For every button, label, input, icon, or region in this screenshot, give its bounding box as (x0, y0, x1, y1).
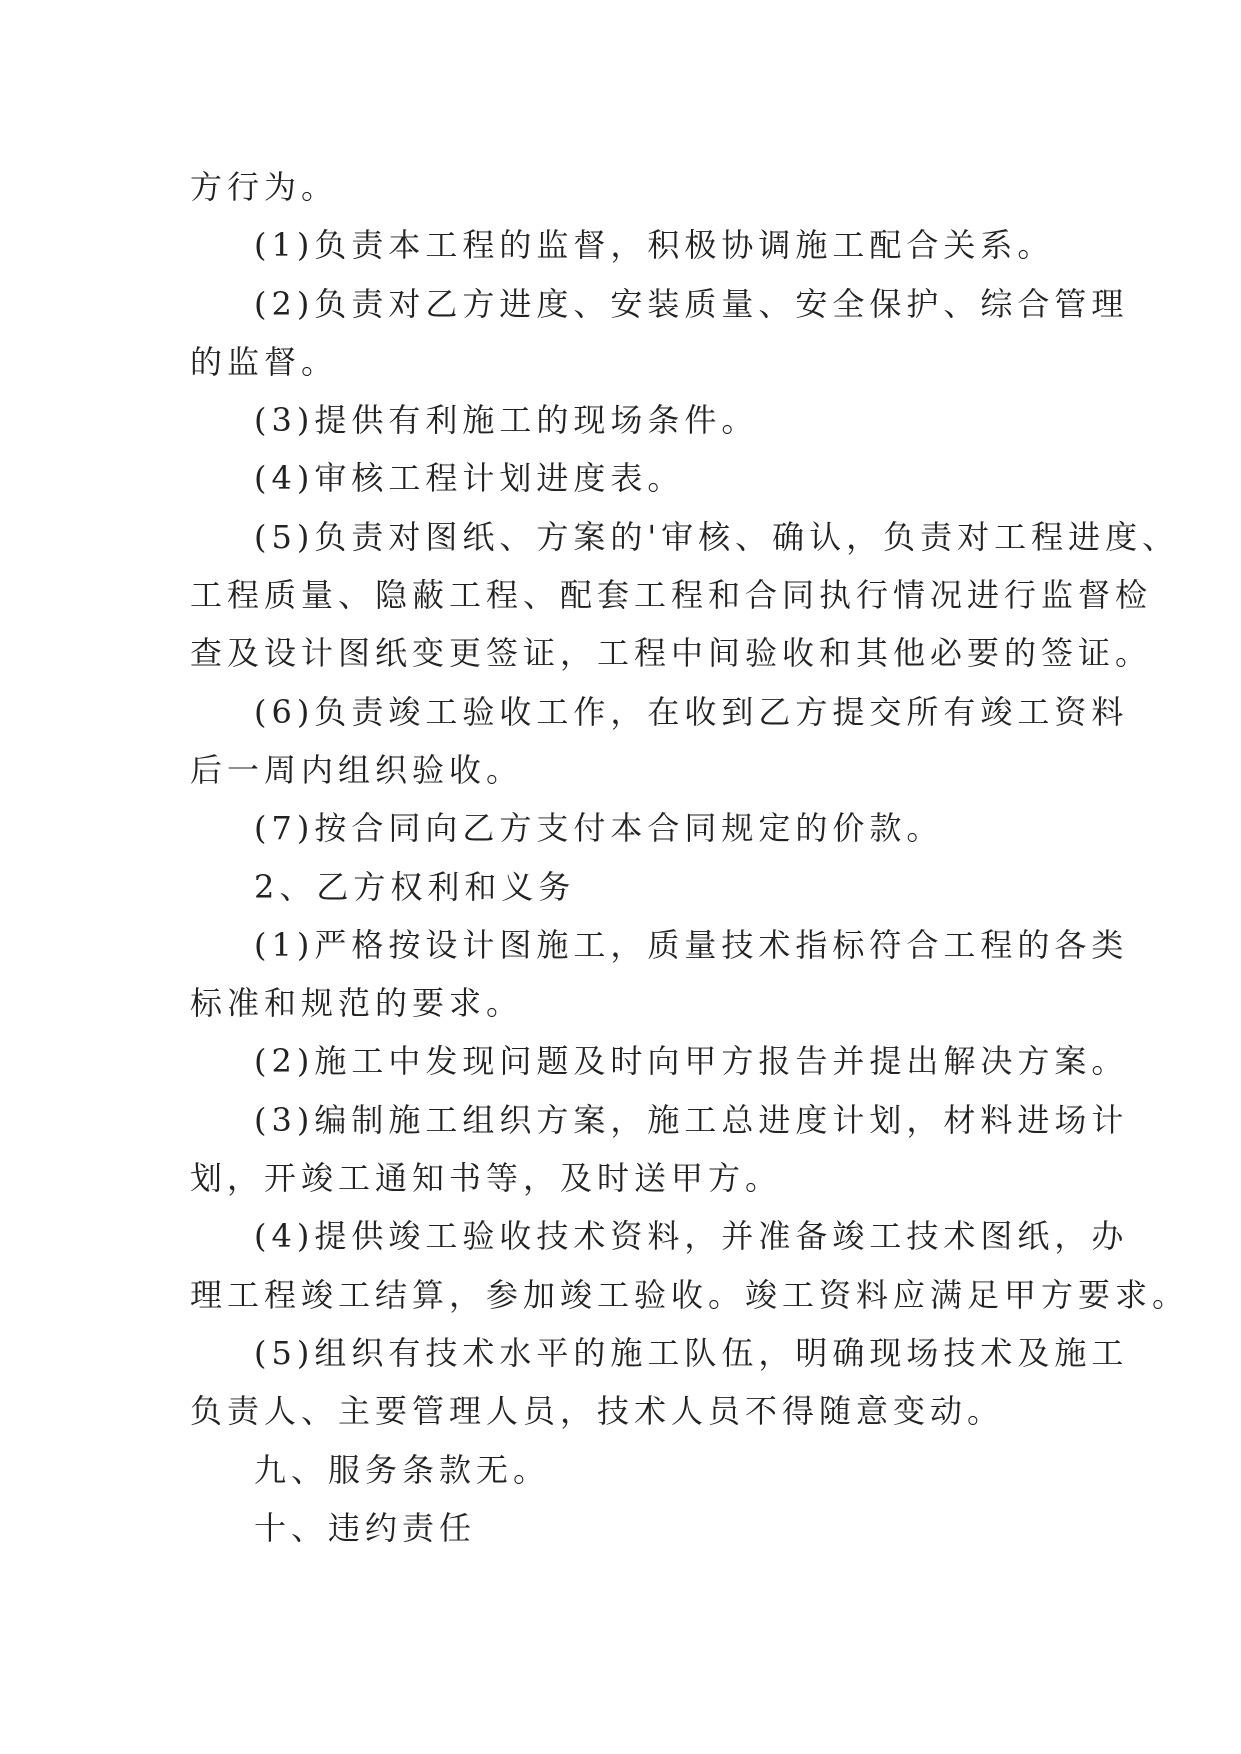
text-line: 后一周内组织验收。 (190, 750, 524, 789)
text-line: (4)审核工程计划进度表。 (254, 459, 685, 498)
text-line: (2)负责对乙方进度、安装质量、安全保护、综合管理 (254, 284, 1129, 323)
section-heading: 2、乙方权利和义务 (254, 867, 576, 906)
text-line: 理工程竣工结算，参加竣工验收。竣工资料应满足甲方要求。 (190, 1275, 1190, 1314)
text-line: 方行为。 (190, 168, 339, 206)
text-line: 负责人、主要管理人员，技术人员不得随意变动。 (190, 1392, 1005, 1431)
text-line: (6)负责竣工验收工作，在收到乙方提交所有竣工资料 (254, 692, 1129, 731)
text-line: 工程质量、隐蔽工程、配套工程和合同执行情况进行监督检 (190, 576, 1153, 615)
text-line: 划，开竣工通知书等，及时送甲方。 (190, 1159, 783, 1198)
text-line: 查及设计图纸变更签证，工程中间验收和其他必要的签证。 (190, 634, 1153, 673)
text-line: (3)编制施工组织方案，施工总进度计划，材料进场计 (254, 1100, 1129, 1139)
section-heading: 十、违约责任 (254, 1508, 477, 1547)
text-line: 标准和规范的要求。 (190, 984, 524, 1023)
text-line: (1)负责本工程的监督，积极协调施工配合关系。 (254, 226, 1055, 265)
text-line: (7)按合同向乙方支付本合同规定的价款。 (254, 809, 944, 848)
section-heading: 九、服务条款无。 (254, 1450, 551, 1489)
text-line: 的监督。 (190, 342, 339, 381)
document-body (190, 158, 1190, 1557)
text-line: (2)施工中发现问题及时向甲方报告并提出解决方案。 (254, 1042, 1129, 1081)
text-line: (3)提供有利施工的现场条件。 (254, 401, 759, 440)
text-line: (1)严格按设计图施工，质量技术指标符合工程的各类 (254, 925, 1129, 964)
text-line: (4)提供竣工验收技术资料，并准备竣工技术图纸，办 (254, 1217, 1129, 1256)
text-line: (5)组织有技术水平的施工队伍，明确现场技术及施工 (254, 1333, 1129, 1372)
text-line: (5)负责对图纸、方案的'审核、确认，负责对工程进度、 (254, 517, 1180, 556)
